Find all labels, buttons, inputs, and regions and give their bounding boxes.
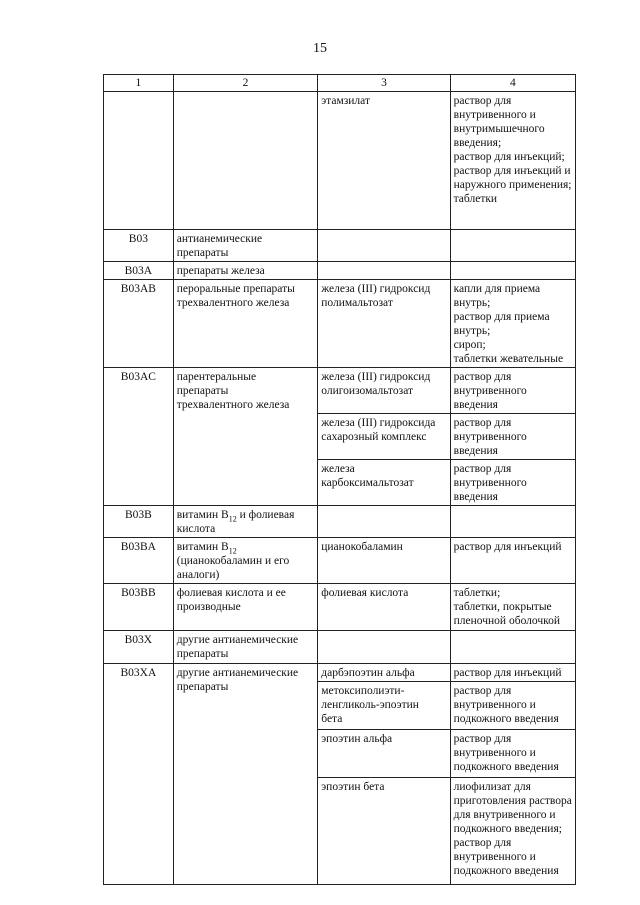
forms-cell — [450, 92, 575, 230]
drug-cell — [318, 664, 450, 682]
group-cell — [173, 584, 318, 631]
form-line: капли для приема внутрь; — [453, 283, 541, 309]
atc-code-cell: B03AC — [104, 368, 174, 506]
group-line: фолиевая кислота и ее — [176, 587, 286, 599]
form-line: приготовления раствора — [453, 795, 572, 807]
table-row — [104, 230, 576, 262]
form-line: раствор для — [453, 685, 512, 697]
group-subscript: 12 — [228, 514, 237, 524]
table-row — [104, 664, 576, 682]
form-line: введения; — [453, 137, 502, 149]
forms-cell — [450, 230, 575, 262]
drug-name: железа (III) гидроксид — [321, 283, 431, 295]
group-line: другие антианемические — [176, 667, 299, 679]
form-line: раствор для инъекций — [453, 667, 562, 679]
drug-cell — [318, 368, 450, 414]
form-line: внутривенного и — [453, 699, 536, 711]
drug-cell — [318, 584, 450, 631]
form-line: раствор для — [453, 371, 512, 383]
form-line: раствор для инъекций; — [453, 151, 565, 163]
form-line: внутривенного введения — [453, 431, 527, 457]
forms-cell — [450, 262, 575, 280]
group-cell — [173, 506, 318, 538]
drug-name: эпоэтин бета — [321, 781, 385, 793]
form-line: раствор для приема — [453, 311, 550, 323]
form-line: подкожного введения — [453, 761, 559, 773]
group-cell — [173, 280, 318, 368]
forms-cell — [450, 280, 575, 368]
form-line: внутримышечного — [453, 123, 545, 135]
drug-name: железа (III) гидроксид — [321, 371, 431, 383]
group-line: производные — [176, 601, 241, 613]
group-text: и фолиевая — [236, 509, 295, 521]
column-header-3: 3 — [318, 75, 450, 92]
form-line: раствор для — [453, 95, 512, 107]
group-text: витамин B — [176, 541, 229, 553]
group-line: кислота — [176, 523, 216, 535]
drug-cell — [318, 414, 450, 460]
drug-name: сахарозный комплекс — [321, 431, 427, 443]
forms-cell — [450, 778, 575, 885]
form-line: для внутривенного и — [453, 809, 556, 821]
atc-code-cell: B03AB — [104, 280, 174, 368]
drug-cell — [318, 280, 450, 368]
table-row — [104, 506, 576, 538]
drug-name: бета — [321, 713, 343, 725]
form-line: таблетки, покрытые — [453, 601, 552, 613]
forms-cell — [450, 460, 575, 506]
drug-name: карбоксимальтозат — [321, 477, 414, 489]
atc-code-cell: B03A — [104, 262, 174, 280]
form-line: внутривенного и — [453, 109, 536, 121]
group-line: (цианокобаламин и его — [176, 555, 290, 567]
form-line: подкожного введения — [453, 713, 559, 725]
form-line: раствор для инъекций и — [453, 165, 571, 177]
form-line: раствор для инъекций — [453, 541, 562, 553]
group-line: препараты железа — [176, 265, 265, 277]
group-line: препараты — [176, 648, 229, 660]
form-line: таблетки — [453, 193, 498, 205]
group-line: препараты — [176, 385, 229, 397]
group-line — [177, 508, 315, 522]
drug-name: эпоэтин альфа — [321, 733, 393, 745]
group-cell — [173, 538, 318, 584]
drug-name: железа — [321, 463, 355, 475]
drug-name: цианокобаламин — [321, 541, 403, 553]
atc-code-cell: B03BB — [104, 584, 174, 631]
forms-cell — [450, 414, 575, 460]
table-row — [104, 584, 576, 631]
group-line: другие антианемические — [176, 634, 299, 646]
form-line: наружного применения; — [453, 179, 572, 191]
drug-cell — [318, 506, 450, 538]
drug-name: полимальтозат — [321, 297, 393, 309]
table-row — [104, 538, 576, 584]
form-line: раствор для — [453, 733, 512, 745]
form-line: подкожного введения — [453, 865, 559, 877]
drug-cell — [318, 631, 450, 664]
column-header-2: 2 — [173, 75, 318, 92]
forms-cell — [450, 682, 575, 730]
form-line: сироп; — [453, 339, 486, 351]
group-cell — [173, 230, 318, 262]
drug-cell — [318, 92, 450, 230]
page-number: 15 — [313, 41, 327, 56]
group-cell — [173, 92, 318, 230]
form-line: пленочной оболочкой — [453, 615, 561, 627]
drug-name: ленгликоль-эпоэтин — [321, 699, 419, 711]
atc-code-cell: B03B — [104, 506, 174, 538]
forms-cell — [450, 506, 575, 538]
group-line — [177, 540, 315, 554]
drug-cell — [318, 682, 450, 730]
group-cell — [173, 631, 318, 664]
group-cell — [173, 262, 318, 280]
table-row — [104, 92, 576, 230]
forms-cell — [450, 584, 575, 631]
column-header-1: 1 — [104, 75, 174, 92]
atc-code-cell: B03BA — [104, 538, 174, 584]
forms-cell — [450, 368, 575, 414]
drug-name: железа (III) гидроксида — [321, 417, 436, 429]
drug-cell — [318, 230, 450, 262]
form-line: раствор для — [453, 837, 512, 849]
group-line: парентеральные — [176, 371, 257, 383]
form-line: подкожного введения; — [453, 823, 562, 835]
drug-cell — [318, 262, 450, 280]
drug-table — [103, 74, 576, 885]
group-line: пероральные препараты — [176, 283, 295, 295]
forms-cell — [450, 538, 575, 584]
table-row — [104, 631, 576, 664]
forms-cell — [450, 631, 575, 664]
group-line: препараты — [176, 247, 229, 259]
form-line: таблетки жевательные — [453, 353, 564, 365]
drug-name: метоксиполиэти- — [321, 685, 405, 697]
group-line: трехвалентного железа — [176, 399, 290, 411]
form-line: таблетки; — [453, 587, 501, 599]
table-row — [104, 368, 576, 414]
table-row — [104, 280, 576, 368]
column-header-4: 4 — [450, 75, 575, 92]
group-line: трехвалентного железа — [176, 297, 290, 309]
group-subscript: 12 — [228, 546, 237, 556]
group-line: антианемические — [176, 233, 263, 245]
group-text: витамин B — [176, 509, 229, 521]
form-line: внутривенного и — [453, 747, 536, 759]
form-line: внутрь; — [453, 325, 491, 337]
form-line: внутривенного и — [453, 851, 536, 863]
group-cell — [173, 664, 318, 885]
drug-cell — [318, 778, 450, 885]
group-cell — [173, 368, 318, 506]
table-header-row — [104, 75, 576, 92]
drug-name: этамзилат — [321, 95, 371, 107]
form-line: внутривенного введения — [453, 385, 527, 411]
drug-name: фолиевая кислота — [321, 587, 409, 599]
atc-code-cell: B03XA — [104, 664, 174, 885]
group-line: препараты — [176, 681, 229, 693]
group-line: аналоги) — [176, 569, 220, 581]
atc-code-cell: B03X — [104, 631, 174, 664]
forms-cell — [450, 664, 575, 682]
table-row — [104, 262, 576, 280]
atc-code-cell — [104, 92, 174, 230]
form-line: внутривенного введения — [453, 477, 527, 503]
drug-name: дарбэпоэтин альфа — [321, 667, 415, 679]
drug-cell — [318, 730, 450, 778]
atc-code-cell: B03 — [104, 230, 174, 262]
form-line: раствор для — [453, 463, 512, 475]
form-line: лиофилизат для — [453, 781, 531, 793]
drug-name: олигоизомальтозат — [321, 385, 414, 397]
forms-cell — [450, 730, 575, 778]
drug-cell — [318, 460, 450, 506]
form-line: раствор для — [453, 417, 512, 429]
drug-cell — [318, 538, 450, 584]
